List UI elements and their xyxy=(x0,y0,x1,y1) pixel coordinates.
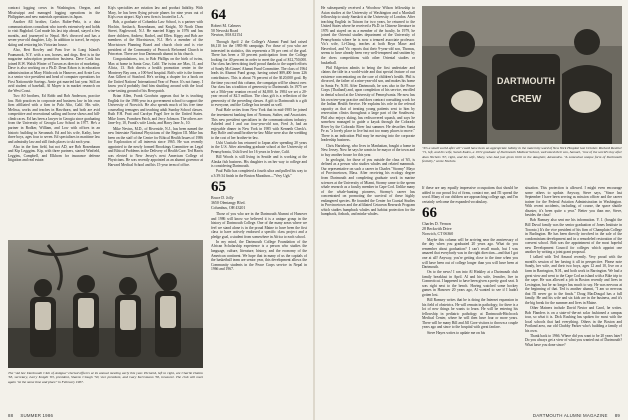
right-page-footer xyxy=(533,413,620,418)
right-page-number: 89 xyxy=(614,413,620,418)
maternity-photo-caption: "It's a small world after all" could have been an appropriate lullaby in the maternity ward of New York Hospital last October. Richard Reuther '71, left, and his wife, Sarah Kalen, a 1972 graduate of Dartmouth Medical School, welcomed their son, Samuel, "one of the world's boy after Alan Nichols '67, right, and his wife, Mary, who had just given birth to the daughter, Alexandra. "A somewhat unique form of Dartmouth festivity," wrote Nichols. xyxy=(422,146,622,163)
column-4 xyxy=(321,6,415,406)
column-1 xyxy=(8,6,100,238)
col2-para-4: Brian Allen, Frank Goodwin appears that he is teaching English for the 1986 year in a government school to support the University of Norwich. He also spends much of his free time counseling teenagers and teaching adult Sunday School classes. Ruth F.H. Pratt and Carolyn Fogel live in the United States. Mike Jones, Frandsen Patch, and Jerry Johnson. The others are: Jane-Ivy, 10, Frank's wife Linda, and Harry Jane Jr., 10. xyxy=(108,94,203,126)
sweatshirt-crew-text: CREW xyxy=(510,94,542,105)
address-line: Charles D. Vernon xyxy=(422,222,451,227)
col3b-para-2: In my mind, the Dartmouth College Foundation of the African Scholarship experience is a person who studies the language, culture, literature, history, and the economy of the American continent. We hope that in many of us the capitals of the basketball team are senior year, this development allows the Community students in the Peace Corps service in Nepal in 1966 and 1967. xyxy=(211,239,307,272)
col1-para-3: Also, Bert Rowley and Pam live in Long Island's Paumanok, N.Y. with a son, horses, and dogs. Bert is in the magazine subscription promotion business. Dave Cook has joined R.W. Walsh Winter of Tucson as director of marketing. Dave is also working on a Ph.D. Dean Edson is in education administration at Mary Hitchcock in Hanover, and Arnie Low is a senior vice president and head of computer operations for First Nationwide Savings. Arnie got married last year. Still an avid student of baseball, Al Mayer is in market research on the West Coast. xyxy=(8,48,100,94)
column-6 xyxy=(525,186,622,406)
col3-para-5: Paul Pullo has completed a fourth ultra and pulled his way to a 3:39:34 finish in the Boston Marathon—"Very Ugh." xyxy=(211,169,307,178)
col5b-para-3: Bill Ramsey writes that he is doing the Internet expansion in his field of obstetrics. He will remain in pathology; for there is a lot of new things he wants to learn. He will be entering his fellowship in pediatric pathology at Dartmouth-Hitchcock Medical Center, where he will then have four or more years. There will be many Bill and Jill Gore visitors to thrown a couple years ago and since to the hospital with great fanfare. xyxy=(422,298,518,330)
column-3 xyxy=(211,6,307,406)
col2-para-3: Congratulations, too, to Bob Phillips on the birth of twins, Max at home in Santa Cruz, Calif. The twins are Max, 11, and Alicia, 13. Bob directs a health promotion center in the Monterey Bay area, a 100-bed hospital. Bob's wife is the former Ann Gilbert of Stanford. He's writing a chapter for a book on the United Nations' International Year of Peace. It's not funny. I know you'd probably find him shuttling around with the local wine-tasting ground of his Berrypatch. xyxy=(108,57,203,94)
address-line: 28 Beckwith Drive xyxy=(422,226,452,231)
class-66-address xyxy=(422,222,518,236)
left-page-footer xyxy=(8,413,53,418)
class-64-address xyxy=(211,24,307,38)
left-page-number: 88 xyxy=(8,413,14,418)
maternity-photo-image xyxy=(422,6,622,144)
col1-para-4: Two A0 brothers, Ed Robb and Bob Anderson, practice law. Bob practices in corporate and business law in his own firm affiliated with a firm in Palo Alto, Calif. His wife, Melissa, works and teaches in Hawthorn, and both are avid competitive and recreational sailing and horse shows and hill-climb races. Ed has been a lawyer in Georgia since graduating from the University of Georgia Law School in 1977. He's a partner in Bodker, William, and Low with offices in an historic building in Savannah. Ed and his wife, Kathy, have three boys, ages four to seven. Ed specializes in maritime law and admiralty law and still finds places to ski each year. xyxy=(8,94,100,144)
address-line: Norwich, CT 06360 xyxy=(422,231,454,236)
col2-para-1: Kip's specialties are aviation law and product liability. With Mary, he has been flying private planes for nine years out of Kip's own airport. Kip's new firm is located in L.A. xyxy=(108,6,203,20)
col5-para-1: If these are any equally impressive occupations that should be added to our proud list of firms, contact me, and I'll spread the word. Many of our children are approaching college age, and I'm certainly welcome the expanded vocabulary. xyxy=(422,186,518,204)
col6-para-4: Other Mainers include David Nestor and Carol, he writes. Bob Flanders is on a state-of-the-art solar fashioned a campus tour, so what it is. Dick Rushing has spoken for most with the local schools that had everything. Others in the Boston and Portland area, our old Chubby Parker who's building a family of his own. xyxy=(525,306,622,333)
col3-para-2: Paul Hale writes from New York that in mid-1985 he joined the investment banking firm of Nomura, Suther, and Associates. This new president specializes in the communications industry. Asheled and I and our four-year-old son, Fred Jr, had an enjoyable dinner in New York in 1985 with Kenneth Check's. Ray Rolfe and small brother-in-law Mike were also the wedding to the cost of her brother-in-law. xyxy=(211,108,307,140)
sweatshirt-dartmouth-text: DARTMOUTH xyxy=(497,76,555,86)
address-line: Columbus, OH 43201 xyxy=(211,205,246,210)
class-year-64: 64 xyxy=(211,7,226,23)
col2-para-5: Mike Nevins, M.D., of Riverside, N.J., has been named the new Interstate National Physicians of the Region III. Mike has been on the staff of the Centre for Ethical Health Issues of 1986 for Exploration of all interests since 1965. He was recently appointed to the newly formed Brookings Committee on Legal and Ethical Problems in the Delivery of Health Care. Ted Harris was elected to New Jersey's next American College of Physicians. He was recently appointed as an alumni governor at Harvard Medical School and his 15-year term of office. xyxy=(108,126,203,167)
col1-para-5: Also in the firm field, but not AD, are Bob Rosenbaum and Kip Legggins. Kip, with three partners, started Winfield, Leggins, Campbell, and Elkhorn for insurance defense litigation and real estate. xyxy=(8,144,100,163)
col4-para-4: In geologist, for those of you outside the class of '65, is defined as a person who studies whales and related mammals. Our representative on such a career in Charles "Stormy" Mayo of Provincetown, Mass. After receiving his ecology degree from Dartmouth and completing graduate work in marine sciences at the University of Miami, Stormy came to the sperm whale research as a faculty member in Cape Cod. Unlike many of the whale-hunting pioneers, Stormy's career has concentrated on promoting the survival of these highly endangered species. He founded the Center for Coastal Studies in Provincetown and the affiliated Cetacean Research Program which studies humpback whales and habitat protection for the humpback, finback, and minke whales. xyxy=(321,157,415,217)
col1-para-2: Another All brother, Carlos Balter-Peña, is a data communications consultant who travels extensively and holds to visit Baghdad. Carl made his last trip abroad, stayed a few months, and journeyed to Nepal. He's divorced and has a seven-year-old daughter, Lily. In addition to travel, he enjoys skiing and restoring his Victorian house. xyxy=(8,20,100,47)
col3b-para-1: Those of you who are in the Dartmouth Alumni of Hanover and 1986 will know we believed it is a unique group in the history of Dartmouth College. One of the many areas where we feel we stand alone is in the proud Maine to have been the first class to have actively endorsed a specific class project and a pledge goal, a student from somewhere in Africa to each school. xyxy=(211,212,307,239)
column-2 xyxy=(108,6,203,238)
col1-para-1: contract logging crews in Washington, Oregon, and Mississippi and managed logging operations in the Philippines and new materials operations in Japan. xyxy=(8,6,100,20)
left-issue-label: SUMMER 1986 xyxy=(20,413,54,418)
class-year-66: 66 xyxy=(422,205,437,222)
col4-para-1: He subsequently received a Woodrow Wilson fellowship to Asian studies at the University of Washington and a Marshall fellowship to study Sanskrit at the University of London. After teaching English in Taiwan for two years, he returned to the United States where he received a Ph.D. in Chinese literature in 1976 and stayed on as a member of the faculty. In 1979, he joined the Oriental studies department of the University of Pennsylvania where he is now a tenured associate professor. Vic's wife, Li-Ching, teaches at both Bryn Mawr and Haverford, and Vic reports that their 9-year-old son, Thomas, seems to have already been very well-tempered and smitten by the chess competitions with other Oriental studies or basketball. xyxy=(321,6,415,65)
right-magazine-label: DARTMOUTH ALUMNI MAGAZINE xyxy=(532,413,608,418)
col5b-para-2: On to the news! I ran into Al Hinkley at a Dartmouth club family breakfast in April. Al and his wife, Jennifer, live in Connecticut. I happened to have been given a pretty good seat. It was right next to the bench. Having watched some hockey games in Hanover 20 years ago, Al wanted to see if I hadn't gotten lost. xyxy=(422,270,518,297)
address-line: 50 Nevoski Road xyxy=(211,28,239,33)
address-line: Robert M. Calmers xyxy=(211,24,241,28)
col3-para-4: Bill Woods is still living in Seattle and is working at the Alaska fish business. His daughter is on her way to college and is considering Dartmouth. xyxy=(211,155,307,169)
column-5 xyxy=(422,186,518,406)
col2-para-2: Bob, a graduate of Columbia Law School, is a partner with Hochin, Ansbach, Rosenbaum, and Knight, 50 North Dean Street, Englewood, N.J. He married Kippy in 1976 and has three children, Andrew, Rachel, and Ellen. Kippy and Bob are members of the Morristown, N.J. He's a member of the Morristown Planning Board and church choir and is vice president of the Community of Peacock Reformed Church in Princeton. There are four Dartmouth alumni in his church. xyxy=(108,20,203,57)
address-line: Bruce D. Jolly xyxy=(211,196,234,201)
col3-para-1: Through April 2 the College's Alumni Fund had raised $6,110 for the 1985-86 campaign. For those of you who are interested in statistics, this represents a 56 per cent of the goal. There has been a 30 percent participation from the College looking for 40 percent in order to meet the goal of $12,750,000. Our class has been doing itself proud thanks to the superb efforts of Sandy McGinnes' Alumni Fund Committee. The class of 1964 leads its Alumni Fund group, having raised $89,400 from 226 contributors. This is about 76 percent of the $120,000 goal. By the time you read this column, the campaign will be almost over. Our class has a tradition of generosity to Dartmouth. In 1975 we set a 50th-year reunion record of $4,800. In 1984 we set a 20-year record of $2.5 million. The class gift is a reflection of the generosity of the preceding classes. A gift to Dartmouth is a gift to everyone, and the College has treated us well. xyxy=(211,39,307,108)
address-line: 3650 Olentangy Blvd. xyxy=(211,201,246,206)
col5b-para-1: Maybe this column will be arriving near the anniversary of the day when you graduated 20 years ago. What do you remember about graduation? I can't recall much, but I was amazed that everybody was in the right direction—and that I got one at all! Anyway, you're getting close to the time when you will have been out of college longer than you will have been at Dartmouth. xyxy=(422,237,518,270)
class-year-65: 65 xyxy=(211,179,226,196)
col3-para-3: Ushi Uusitalo has returned to Japan after spending 20 years in the U.S. After attending graduate school at the University of Pennsylvania, Ushi lived for 16 years in Irvine, Calif. xyxy=(211,140,307,154)
antigua-photo-caption: The "Ad hoc Dartmouth Club of Antigua" elected officers at its annual meeting early this year. Pictured, left to right, are Charlie Dutton '63, secretary, Larry Knight '63, president, Sharon Clough '50, vice president, and Gary Kerrsmann '58, treasurer. The club will meet again "at the same time and place" in February 1987. xyxy=(8,371,203,384)
col6-para-3: I talked with Ted Amaral recently. Very proud with the month's session of her having it all in perspective. Please note Sandy, her wife, and their two boys, ages 12 and 10, live on a farm in Barrington, N.H., and both work in Barrington. We had a great view and went to the Cape Cod an island with a Bike trip to the cape. He was allowed a job in Boston recently and lives in Lexington, but he no longer has much to say. He was nervous at the beginning of that. Ted is another alumni, "I am so nervous that I'll never go to the finals." Doug MacDougal has a full family. He and his wife and six kids are in the business, and it's the big break for the summer and lives in Maine. xyxy=(525,255,622,305)
col6-para-1: situation. This protection is allowed. I might even encourage some others to update. Anyway, Steve says, "Since last September I have been serving as mission officer and the career trainer for the Federal Aviation Administration in Washington. With recent accidents, including, of course, the space shuttle disaster, it's been quite a year." Better you than me, Steve, besides the class! xyxy=(525,186,622,218)
col6-para-2: Bob Ramsey also sent me his information. Y. J. (bought the Bill Duval family was the senior graduation of Jones Institute in Toronto.) It's the vice president of his firm of Champlain College in Burlington. He has been directly involved in the sale of the condominium development and in a remodeled restoration of the convent school. Bob was the appointment of the most hopeful new Development Council for colleges which appoint one another by writing a joint grant proposal. xyxy=(525,218,622,255)
address-line: Newton, MA 02154 xyxy=(211,33,243,38)
class-65-address xyxy=(211,196,307,210)
col4-para-3: Chris Hartzberg, who lives in Manhattan, bought a home in New Jersey. Now he says he wants to be mayor of the town and to buy another house for this year. xyxy=(321,143,415,157)
antigua-club-photo xyxy=(8,240,203,368)
col5b-para-4: Steve Hayes writes to update me on his xyxy=(427,330,486,335)
maternity-ward-photo xyxy=(422,6,622,144)
col4-para-2: Phil Edgerton admits to being the first undertaker and claims the title in a world-wide and that special feature of our existence concentrating on the care of children's health. Phil is divorced, the father of a nine-year-old son, and makes his home in Santa Fe, N.M. After Dartmouth, he was also in the Peace Corps (Thailand) and, upon completion of his service, enrolled in dental school at the University of Pennsylvania. He now has his own ten-year practice and does contract consulting work for the Indian Health Service. He explains his role in the referral capacity as that of treating young patients sent to him by reservation clinics throughout a large part of the Southwest. Phil also enjoys skiing, has rediscovered squash, and says he somehow managed to guide a kayak through the Colorado River by the Colorado River last summer. He describes Santa Fe as "a lovely place to live but not too many places to move." There is an indication Phil may be moving into the corporate leadership business. xyxy=(321,65,415,143)
col6-para-5: Thank back to 1966. Where did you want to be 20 years later? Do you always get a view of what you wanted out of Dartmouth? What have you done since? xyxy=(525,333,622,347)
antigua-photo-image xyxy=(8,240,203,368)
page-gutter xyxy=(313,0,315,420)
